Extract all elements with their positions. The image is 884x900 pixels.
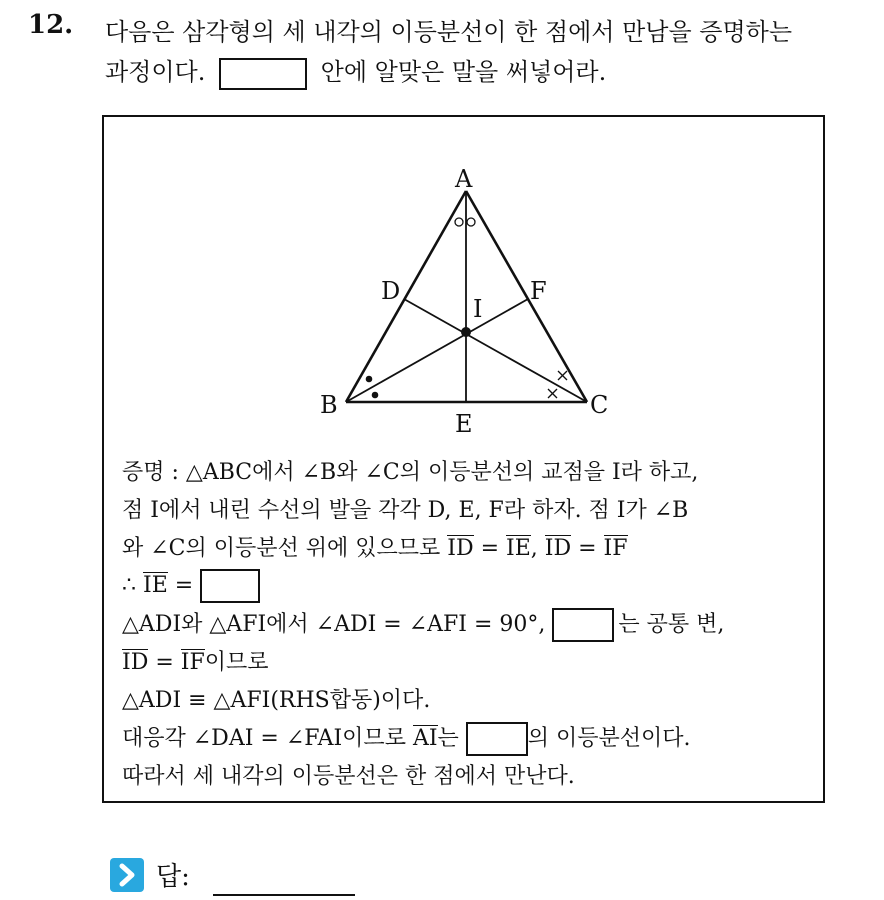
label-i: I — [473, 295, 483, 323]
question-line-2 — [105, 52, 606, 90]
segment-id: ID — [544, 536, 572, 561]
comma: , — [530, 536, 545, 561]
proof-line-1: 증명 : △ABC에서 ∠B와 ∠C의 이등분선의 교점을 I라 하고, — [122, 460, 699, 485]
answer-label: 답: — [156, 862, 190, 892]
label-c: C — [590, 391, 609, 419]
triangle-figure — [314, 139, 614, 439]
segment-id: ID — [447, 536, 474, 561]
equals-sign: = — [167, 573, 201, 598]
segment-bf — [346, 299, 528, 402]
equals-sign: = — [571, 536, 604, 561]
angle-mark-b-upper — [366, 376, 373, 383]
answer-field[interactable] — [213, 894, 355, 896]
side-ac — [466, 191, 587, 402]
angle-mark-b-lower — [372, 392, 379, 399]
angle-mark-c-upper — [558, 371, 567, 380]
chevron-right-icon — [110, 858, 144, 892]
question-number: 12. — [28, 10, 74, 40]
proof-line-7: △ADI ≡ △AFI(RHS합동)이다. — [122, 688, 431, 713]
blank-box-instruction — [219, 58, 307, 90]
proof-line-2: 점 I에서 내린 수선의 발을 각각 D, E, F라 하자. 점 I가 ∠B — [122, 498, 689, 523]
proof-line-6-tail: 이므로 — [204, 650, 269, 675]
label-a: A — [455, 165, 473, 193]
incenter-point — [461, 327, 471, 337]
label-d: D — [381, 277, 401, 305]
proof-line-5 — [122, 607, 724, 642]
proof-panel — [102, 115, 825, 803]
proof-line-8-tail: 의 이등분선이다. — [527, 726, 691, 751]
side-ab — [346, 191, 466, 402]
proof-line-8-mid: 는 — [437, 726, 466, 751]
blank-box-3 — [466, 722, 528, 756]
segment-ie: IE — [506, 536, 531, 561]
angle-mark-a-left — [455, 218, 463, 226]
blank-box-2 — [552, 608, 614, 642]
proof-line-4 — [122, 569, 260, 603]
proof-line-8-text: 대응각 ∠DAI = ∠FAI이므로 — [122, 726, 413, 751]
proof-line-8 — [122, 721, 691, 756]
proof-line-3 — [122, 531, 628, 562]
segment-id: ID — [122, 650, 149, 675]
angle-mark-a-right — [467, 218, 475, 226]
equals-sign: = — [148, 650, 181, 675]
segment-ai: AI — [412, 726, 438, 751]
proof-line-6 — [122, 645, 269, 676]
segment-if: IF — [180, 650, 205, 675]
proof-line-5-text: △ADI와 △AFI에서 ∠ADI = ∠AFI = 90°, — [122, 612, 553, 637]
therefore-sign: ∴ — [122, 573, 143, 598]
equals-sign: = — [473, 536, 507, 561]
label-b: B — [320, 391, 338, 419]
segment-if: IF — [603, 536, 628, 561]
question-line-2-before: 과정이다. — [105, 58, 206, 86]
blank-box-1 — [200, 569, 260, 603]
proof-line-5-tail: 는 공통 변, — [618, 612, 725, 637]
segment-ie: IE — [143, 573, 168, 598]
question-line-1: 다음은 삼각형의 세 내각의 이등분선이 한 점에서 만남을 증명하는 — [105, 18, 792, 46]
proof-line-9: 따라서 세 내각의 이등분선은 한 점에서 만난다. — [122, 764, 575, 789]
segment-cd — [404, 299, 587, 402]
label-e: E — [455, 410, 473, 438]
question-line-2-after: 안에 알맞은 말을 써넣어라. — [320, 58, 607, 86]
angle-mark-c-lower — [548, 389, 557, 398]
proof-line-3-text: 와 ∠C의 이등분선 위에 있으므로 — [122, 536, 448, 561]
label-f: F — [530, 277, 547, 305]
